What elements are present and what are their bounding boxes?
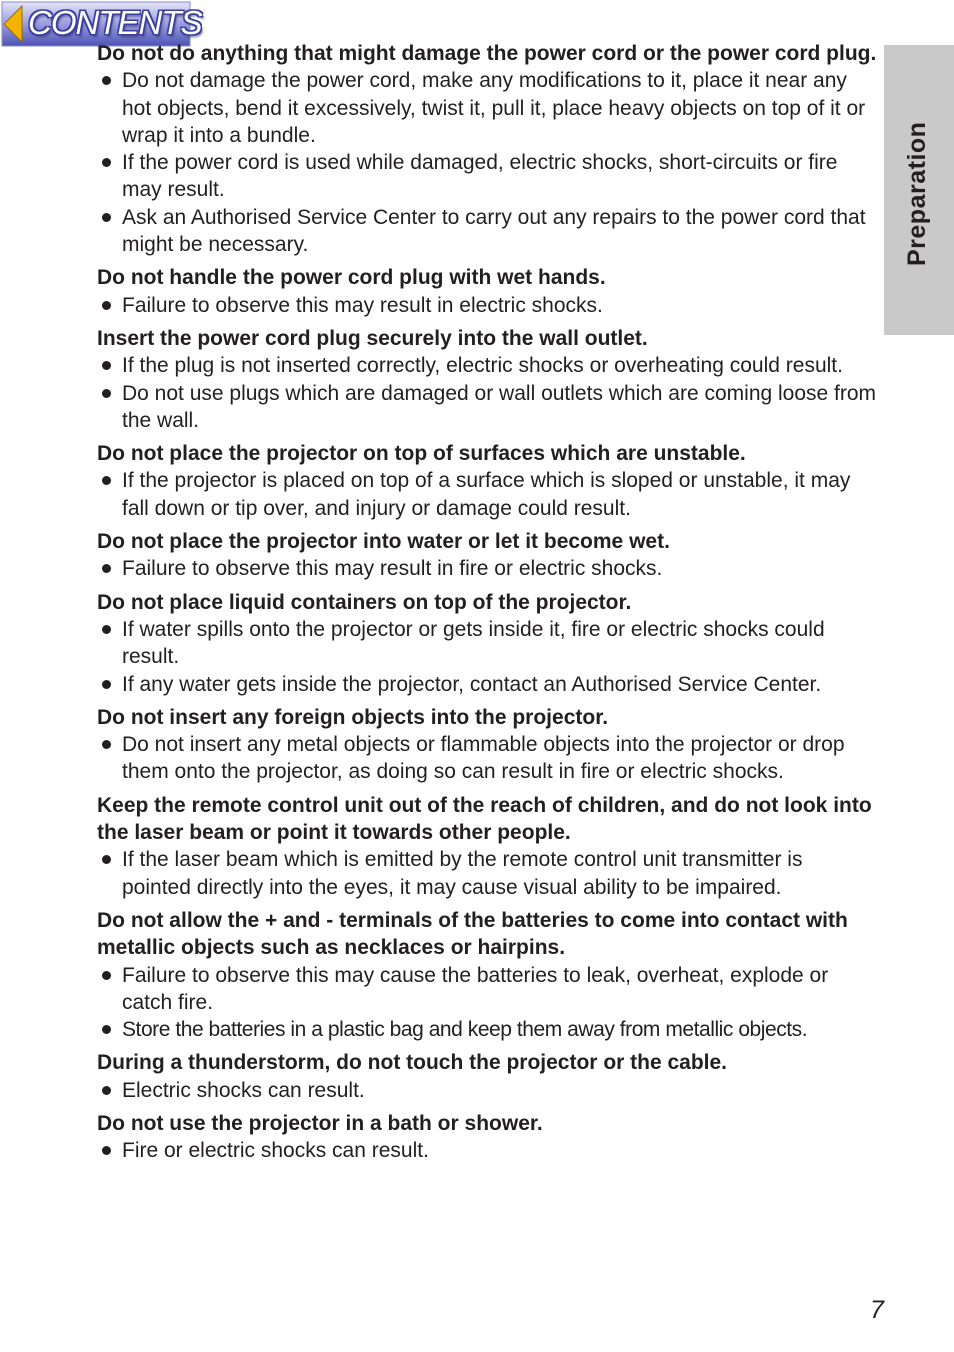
precaution-bullet-item	[97, 352, 877, 379]
precaution-bullet-text: If the power cord is used while damaged, electric shocks, short-circuits or fire may result.	[122, 151, 838, 202]
precaution-bullet-text: Do not damage the power cord, make any modifications to it, place it near any hot objects, bend it excessively, twist it, pull it, place heavy objects on top of it or wrap it into a bundle.	[122, 69, 866, 147]
bullet-icon	[102, 1025, 111, 1034]
bullet-icon	[102, 1146, 111, 1155]
precaution-section	[97, 40, 877, 258]
bullet-icon	[102, 158, 111, 167]
precaution-bullet-text: If the plug is not inserted correctly, electric shocks or overheating could result.	[122, 354, 843, 378]
precaution-heading: Do not handle the power cord plug with wet hands.	[97, 266, 606, 290]
precaution-bullet-item	[97, 616, 877, 671]
precaution-heading: Do not insert any foreign objects into the projector.	[97, 705, 609, 729]
contents-button-label: CONTENTS	[28, 4, 202, 41]
precaution-bullet-item	[97, 555, 877, 582]
bullet-icon	[102, 213, 111, 222]
precaution-bullet-item	[97, 846, 877, 901]
safety-precautions-list	[97, 40, 877, 1171]
bullet-icon	[102, 76, 111, 85]
precaution-bullet-text: Ask an Authorised Service Center to carry out any repairs to the power cord that might be necessary.	[122, 205, 866, 257]
precaution-bullet-item	[97, 67, 877, 149]
bullet-icon	[102, 1086, 111, 1095]
precaution-bullet-text: If the projector is placed on top of a surface which is sloped or unstable, it may fall down or tip over, and injury or damage could result.	[122, 469, 851, 520]
page-number: 7	[870, 1296, 884, 1324]
precaution-heading: Keep the remote control unit out of the reach of children, and do not look into the laser beam or point it towards other people.	[97, 793, 872, 845]
precaution-heading: Do not place the projector into water or let it become wet.	[97, 530, 670, 554]
precaution-section	[97, 528, 877, 583]
precaution-bullet-text: Do not use plugs which are damaged or wall outlets which are coming loose from the wall.	[122, 381, 877, 432]
precaution-bullet-item	[97, 204, 877, 259]
bullet-icon	[102, 680, 111, 689]
precaution-heading: Do not place liquid containers on top of the projector.	[97, 590, 632, 614]
precaution-heading: Do not do anything that might damage the power cord or the power cord plug.	[97, 42, 877, 65]
bullet-icon	[102, 564, 111, 573]
precaution-bullet-item	[97, 467, 877, 522]
precaution-section	[97, 704, 877, 786]
precaution-bullet-text: If any water gets inside the projector, contact an Authorised Service Center.	[122, 672, 822, 696]
precaution-section	[97, 1110, 877, 1165]
precaution-bullet-text: Fire or electric shocks can result.	[122, 1139, 429, 1163]
precaution-section	[97, 1049, 877, 1104]
precaution-bullet-text: If water spills onto the projector or gets inside it, fire or electric shocks could result.	[122, 617, 825, 669]
precaution-bullet-item	[97, 962, 877, 1017]
precaution-bullet-item	[97, 1077, 877, 1104]
precaution-bullet-text: Failure to observe this may cause the batteries to leak, overheat, explode or catch fire.	[122, 963, 829, 1014]
precaution-bullet-text: If the laser beam which is emitted by the remote control unit transmitter is pointed directly into the eyes, it may cause visual ability to be impaired.	[122, 848, 803, 899]
precaution-section	[97, 792, 877, 901]
precaution-heading: Do not use the projector in a bath or shower.	[97, 1111, 543, 1135]
precaution-bullet-text: Failure to observe this may result in electric shocks.	[122, 293, 603, 317]
bullet-icon	[102, 625, 111, 634]
precaution-section	[97, 325, 877, 434]
precaution-bullet-text: Failure to observe this may result in fire or electric shocks.	[122, 557, 663, 581]
precaution-bullet-item	[97, 149, 877, 204]
precaution-section	[97, 907, 877, 1043]
precaution-bullet-text: Store the batteries in a plastic bag and keep them away from metallic objects.	[122, 1018, 808, 1042]
bullet-icon	[102, 389, 111, 398]
bullet-icon	[102, 476, 111, 485]
section-side-tab-label: Preparation	[903, 121, 931, 266]
precaution-section	[97, 264, 877, 319]
precaution-section	[97, 589, 877, 698]
precaution-bullet-item	[97, 731, 877, 786]
bullet-icon	[102, 740, 111, 749]
precaution-bullet-item	[97, 671, 877, 698]
precaution-heading: Do not place the projector on top of surfaces which are unstable.	[97, 442, 746, 466]
precaution-bullet-item	[97, 1016, 877, 1043]
bullet-icon	[102, 971, 111, 980]
precaution-section	[97, 440, 877, 522]
precaution-heading: Insert the power cord plug securely into the wall outlet.	[97, 326, 648, 350]
precaution-bullet-text: Electric shocks can result.	[122, 1078, 365, 1102]
bullet-icon	[102, 301, 111, 310]
precaution-bullet-item	[97, 380, 877, 435]
precaution-bullet-item	[97, 292, 877, 319]
precaution-heading: During a thunderstorm, do not touch the projector or the cable.	[97, 1051, 728, 1075]
bullet-icon	[102, 361, 111, 370]
precaution-bullet-item	[97, 1137, 877, 1164]
precaution-heading: Do not allow the + and - terminals of the batteries to come into contact with metallic objects such as necklaces or hairpins.	[97, 908, 848, 960]
bullet-icon	[102, 855, 111, 864]
precaution-bullet-text: Do not insert any metal objects or flammable objects into the projector or drop them onto the projector, as doing so can result in fire or electric shocks.	[122, 733, 845, 784]
